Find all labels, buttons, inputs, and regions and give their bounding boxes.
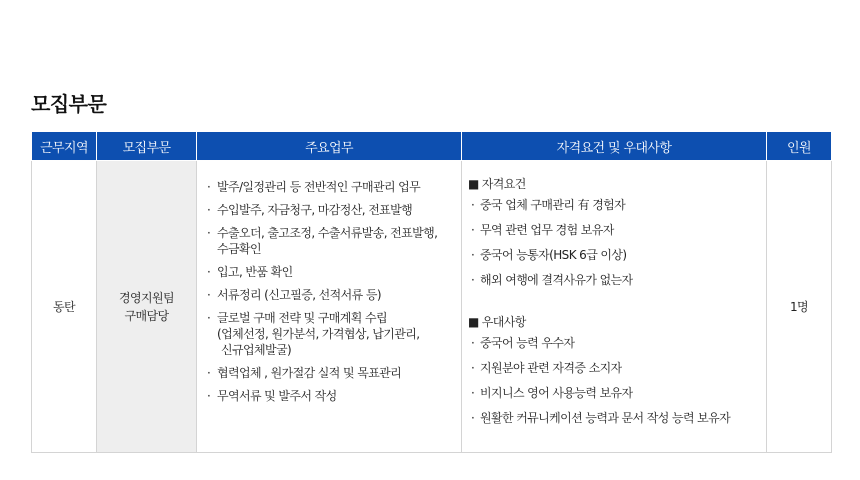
department-cell [97, 161, 197, 453]
preferred-item: · 지원분야 관련 자격증 소지자 [468, 360, 760, 376]
header-headcount: 인원 [767, 132, 832, 161]
header-duties: 주요업무 [197, 132, 462, 161]
preferred-item: · 원활한 커뮤니케이션 능력과 문서 작성 능력 보유자 [468, 410, 760, 426]
preferred-heading [468, 313, 760, 331]
preferred-item: · 중국어 능력 우수자 [468, 335, 760, 351]
duty-line: · 입고, 반품 확인 [217, 265, 293, 279]
duty-item [205, 202, 453, 218]
square-bullet-icon: ■ [468, 177, 479, 191]
requirements-list [468, 197, 760, 288]
duty-line: · 서류정리 (신고필증, 선적서류 등) [217, 288, 381, 302]
duty-line: · 협력업체 , 원가절감 실적 및 목표관리 [217, 366, 402, 380]
preferred-list [468, 335, 760, 426]
duty-item [205, 179, 453, 195]
duty-line: · 무역서류 및 발주서 작성 [217, 389, 337, 403]
header-location: 근무지역 [32, 132, 97, 161]
requirement-item: · 무역 관련 업무 경험 보유자 [468, 222, 760, 238]
preferred-title: 우대사항 [481, 315, 526, 329]
duty-item [205, 310, 453, 358]
square-bullet-icon: ■ [468, 315, 479, 329]
duty-line: · 수입발주, 자금청구, 마감정산, 전표발행 [217, 203, 413, 217]
duty-item [205, 264, 453, 280]
requirements-heading [468, 175, 760, 193]
requirement-item: · 중국어 능통자(HSK 6급 이상) [468, 247, 760, 263]
recruitment-table [31, 131, 832, 453]
duty-line: · 발주/일정관리 등 전반적인 구매관리 업무 [217, 180, 421, 194]
duty-line: 신규업체발굴) [221, 343, 292, 357]
duty-item [205, 225, 453, 257]
department-line: 구매담당 [124, 308, 169, 323]
table-row [32, 161, 832, 453]
qualifications-cell [462, 161, 767, 453]
requirements-title: 자격요건 [481, 177, 526, 191]
headcount-cell: 1명 [767, 161, 832, 453]
header-qualifications: 자격요건 및 우대사항 [462, 132, 767, 161]
department-line: 경영지원팀 [119, 290, 174, 305]
duty-item [205, 287, 453, 303]
table-header-row [32, 132, 832, 161]
header-department: 모집부문 [97, 132, 197, 161]
duty-item [205, 388, 453, 404]
requirement-item: · 해외 여행에 결격사유가 없는자 [468, 272, 760, 288]
duties-list [205, 179, 453, 404]
duty-line: · 수출오더, 출고조정, 수출서류발송, 전표발행, [217, 226, 438, 240]
location-cell: 동탄 [32, 161, 97, 453]
duty-item [205, 365, 453, 381]
requirement-item: · 중국 업체 구매관리 有 경험자 [468, 197, 760, 213]
duty-line: 수금확인 [217, 242, 261, 256]
duty-line: (업체선정, 원가분석, 가격협상, 납기관리, [217, 327, 420, 341]
duty-line: · 글로벌 구매 전략 및 구매계획 수립 [217, 311, 387, 325]
preferred-item: · 비지니스 영어 사용능력 보유자 [468, 385, 760, 401]
section-title: 모집부문 [31, 92, 107, 116]
duties-cell [197, 161, 462, 453]
